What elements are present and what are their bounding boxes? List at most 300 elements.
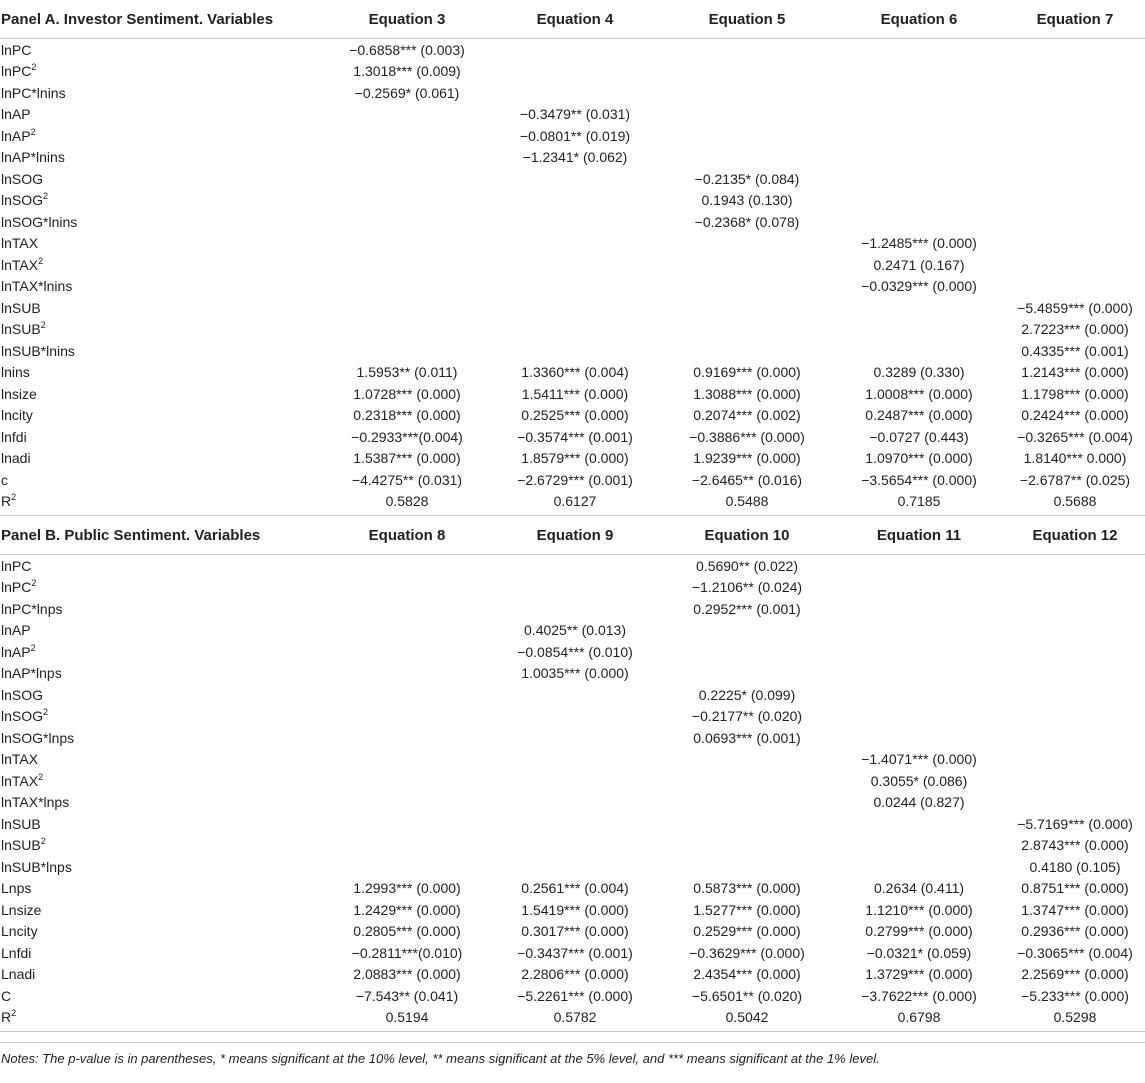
variable-superscript: 2 [11, 492, 17, 503]
coefficient-cell: −0.3886*** (0.000) [689, 428, 805, 445]
coefficient-cell: −5.233*** (0.000) [1021, 987, 1129, 1004]
variable-name: lnTAX [1, 772, 39, 789]
table-row [0, 899, 1145, 921]
coefficient-cell [661, 813, 833, 835]
panel-b-body [0, 516, 1145, 1032]
coefficient-cell: 1.2143*** (0.000) [1021, 364, 1129, 381]
coefficient-cell [325, 168, 489, 190]
coefficient-cell: 0.3017*** (0.000) [521, 923, 629, 940]
coefficient-cell: −0.6858*** (0.003) [349, 41, 465, 58]
coefficient-cell: 0.0693*** (0.001) [693, 729, 801, 746]
coefficient-cell: 0.2936*** (0.000) [1021, 923, 1129, 940]
panel-a-title: Panel A. Investor Sentiment. Variables [0, 0, 325, 39]
table-row [0, 706, 1145, 728]
coefficient-cell: 0.4025** (0.013) [524, 622, 626, 639]
variable-superscript: 2 [43, 191, 49, 202]
coefficient-cell [1005, 168, 1145, 190]
coefficient-cell: −1.4071*** (0.000) [861, 751, 977, 768]
table-row [0, 684, 1145, 706]
variable-label [0, 577, 325, 599]
coefficient-cell [833, 598, 1005, 620]
coefficient-cell [325, 856, 489, 878]
table-row [0, 749, 1145, 771]
variable-name: lnfdi [1, 428, 27, 445]
table-row [0, 39, 1145, 61]
coefficient-cell [489, 233, 661, 255]
coefficient-cell [1005, 770, 1145, 792]
variable-name: lnTAX*lnps [1, 794, 70, 811]
coefficient-cell [833, 620, 1005, 642]
coefficient-cell [325, 297, 489, 319]
table-row [0, 190, 1145, 212]
variable-name: lnAP*lnps [1, 665, 62, 682]
coefficient-cell [325, 684, 489, 706]
coefficient-cell [489, 727, 661, 749]
coefficient-cell [1005, 598, 1145, 620]
coefficient-cell [325, 340, 489, 362]
coefficient-cell [661, 620, 833, 642]
table-row [0, 340, 1145, 362]
coefficient-cell [325, 749, 489, 771]
table-row [0, 770, 1145, 792]
table-row [0, 813, 1145, 835]
variable-name: lnSOG [1, 170, 44, 187]
coefficient-cell: 0.9169*** (0.000) [693, 364, 801, 381]
coefficient-cell: 0.2074*** (0.002) [693, 407, 801, 424]
coefficient-cell: −2.6787** (0.025) [1019, 471, 1131, 488]
variable-label [0, 319, 325, 341]
coefficient-cell [833, 211, 1005, 233]
variable-name: c [1, 471, 8, 488]
coefficient-cell: 1.2993*** (0.000) [353, 880, 461, 897]
coefficient-cell: −0.3629*** (0.000) [689, 944, 805, 961]
variable-label [0, 792, 325, 814]
panel-a-equation-header: Equation 4 [489, 0, 661, 39]
variable-label [0, 147, 325, 169]
coefficient-cell [661, 254, 833, 276]
variable-superscript: 2 [40, 320, 46, 331]
coefficient-cell: 0.4335*** (0.001) [1021, 342, 1129, 359]
variable-label [0, 211, 325, 233]
variable-name: lnTAX [1, 235, 39, 252]
coefficient-cell [1005, 555, 1145, 577]
coefficient-cell: −0.3437*** (0.001) [517, 944, 633, 961]
variable-superscript: 2 [38, 771, 44, 782]
coefficient-cell: 2.2569*** (0.000) [1021, 966, 1129, 983]
coefficient-cell: −0.0801** (0.019) [519, 127, 631, 144]
coefficient-cell [1005, 727, 1145, 749]
coefficient-cell: 1.0970*** (0.000) [865, 450, 973, 467]
coefficient-cell [1005, 749, 1145, 771]
coefficient-cell [661, 276, 833, 298]
coefficient-cell: 1.3360*** (0.004) [521, 364, 629, 381]
variable-label [0, 233, 325, 255]
coefficient-cell: 0.5298 [1005, 1007, 1145, 1032]
coefficient-cell [325, 813, 489, 835]
coefficient-cell [325, 125, 489, 147]
variable-name: lnSUB*lnps [1, 858, 72, 875]
coefficient-cell: 1.0728*** (0.000) [353, 385, 461, 402]
coefficient-cell [833, 39, 1005, 61]
coefficient-cell [1005, 104, 1145, 126]
variable-label [0, 985, 325, 1007]
coefficient-cell [661, 340, 833, 362]
variable-label [0, 448, 325, 470]
coefficient-cell [833, 856, 1005, 878]
variable-name: Lnadi [1, 966, 36, 983]
coefficient-cell [661, 104, 833, 126]
coefficient-cell [489, 211, 661, 233]
coefficient-cell [325, 620, 489, 642]
coefficient-cell: 2.2806*** (0.000) [521, 966, 629, 983]
coefficient-cell: −0.2135* (0.084) [694, 170, 800, 187]
coefficient-cell: 2.7223*** (0.000) [1021, 321, 1129, 338]
coefficient-cell: 0.0244 (0.827) [873, 794, 965, 811]
coefficient-cell: −3.5654*** (0.000) [861, 471, 977, 488]
variable-label [0, 620, 325, 642]
variable-superscript: 2 [31, 62, 37, 73]
coefficient-cell: 1.3747*** (0.000) [1021, 901, 1129, 918]
variable-label [0, 82, 325, 104]
table-row [0, 383, 1145, 405]
table-row [0, 448, 1145, 470]
coefficient-cell: 0.5488 [661, 491, 833, 516]
coefficient-cell: −3.7622*** (0.000) [861, 987, 977, 1004]
variable-name: Lncity [1, 923, 38, 940]
coefficient-cell: 0.6127 [489, 491, 661, 516]
table-row [0, 964, 1145, 986]
coefficient-cell [325, 233, 489, 255]
variable-label [0, 727, 325, 749]
panel-b-equation-header: Equation 8 [325, 516, 489, 555]
coefficient-cell [489, 39, 661, 61]
coefficient-cell: 0.5042 [661, 1007, 833, 1032]
variable-name: lnSOG [1, 192, 44, 209]
table-row [0, 663, 1145, 685]
variable-label [0, 813, 325, 835]
coefficient-cell: 0.5873*** (0.000) [693, 880, 801, 897]
coefficient-cell [325, 598, 489, 620]
coefficient-cell [661, 297, 833, 319]
coefficient-cell [1005, 792, 1145, 814]
variable-label [0, 362, 325, 384]
panel-a-equation-header: Equation 7 [1005, 0, 1145, 39]
coefficient-cell [489, 792, 661, 814]
coefficient-cell [1005, 684, 1145, 706]
variable-label [0, 39, 325, 61]
variable-label [0, 125, 325, 147]
coefficient-cell: −0.0329*** (0.000) [861, 278, 977, 295]
variable-name: lnPC*lnps [1, 600, 63, 617]
coefficient-cell [833, 641, 1005, 663]
coefficient-cell: 1.3018*** (0.009) [353, 63, 461, 80]
coefficient-cell [489, 749, 661, 771]
table-row [0, 211, 1145, 233]
variable-label [0, 835, 325, 857]
table-row [0, 61, 1145, 83]
coefficient-cell [833, 577, 1005, 599]
variable-name: lnAP*lnins [1, 149, 65, 166]
coefficient-cell [325, 770, 489, 792]
coefficient-cell [833, 813, 1005, 835]
coefficient-cell: 0.5688 [1005, 491, 1145, 516]
coefficient-cell: 0.3055* (0.086) [870, 772, 968, 789]
coefficient-cell: 1.8579*** (0.000) [521, 450, 629, 467]
variable-label [0, 405, 325, 427]
coefficient-cell: 0.2952*** (0.001) [693, 600, 801, 617]
coefficient-cell [1005, 254, 1145, 276]
coefficient-cell [489, 319, 661, 341]
variable-name: lnSUB [1, 815, 41, 832]
table-row [0, 641, 1145, 663]
variable-label [0, 340, 325, 362]
coefficient-cell: 1.5387*** (0.000) [353, 450, 461, 467]
coefficient-cell: 0.1943 (0.130) [701, 192, 793, 209]
table-row [0, 1007, 1145, 1032]
coefficient-cell: 2.0883*** (0.000) [353, 966, 461, 983]
coefficient-cell [833, 104, 1005, 126]
coefficient-cell: 1.1210*** (0.000) [865, 901, 973, 918]
variable-name: lnSUB*lnins [1, 342, 75, 359]
coefficient-cell [833, 835, 1005, 857]
variable-label [0, 749, 325, 771]
variable-label [0, 964, 325, 986]
coefficient-cell [325, 641, 489, 663]
variable-label [0, 168, 325, 190]
coefficient-cell [325, 147, 489, 169]
table-row [0, 104, 1145, 126]
coefficient-cell [661, 792, 833, 814]
coefficient-cell: 2.8743*** (0.000) [1021, 837, 1129, 854]
table-row [0, 405, 1145, 427]
coefficient-cell [833, 297, 1005, 319]
coefficient-cell [661, 39, 833, 61]
coefficient-cell [661, 749, 833, 771]
coefficient-cell [325, 663, 489, 685]
coefficient-cell: 1.5411*** (0.000) [521, 385, 629, 402]
table-row [0, 921, 1145, 943]
coefficient-cell [489, 770, 661, 792]
variable-name: R [1, 493, 12, 510]
variable-label [0, 921, 325, 943]
coefficient-cell [489, 813, 661, 835]
variable-name: lnSUB [1, 837, 41, 854]
variable-superscript: 2 [40, 836, 46, 847]
variable-label [0, 770, 325, 792]
variable-name: lnPC [1, 579, 32, 596]
coefficient-cell: 0.7185 [833, 491, 1005, 516]
coefficient-cell [833, 125, 1005, 147]
coefficient-cell: 0.2799*** (0.000) [865, 923, 973, 940]
panel-a-equation-header: Equation 6 [833, 0, 1005, 39]
variable-label [0, 254, 325, 276]
table-row [0, 319, 1145, 341]
coefficient-cell [325, 211, 489, 233]
variable-label [0, 706, 325, 728]
coefficient-cell: 1.0008*** (0.000) [865, 385, 973, 402]
variable-name: Lnfdi [1, 944, 32, 961]
coefficient-cell [489, 297, 661, 319]
variable-name: lnSUB [1, 299, 41, 316]
variable-name: lnPC [1, 63, 32, 80]
coefficient-cell: 0.8751*** (0.000) [1021, 880, 1129, 897]
table-row [0, 620, 1145, 642]
variable-label [0, 684, 325, 706]
variable-label [0, 383, 325, 405]
variable-name: lnsize [1, 385, 37, 402]
coefficient-cell: 1.8140*** 0.000) [1023, 450, 1127, 467]
variable-label [0, 426, 325, 448]
panel-a-equation-header: Equation 3 [325, 0, 489, 39]
coefficient-cell: −5.2261*** (0.000) [517, 987, 633, 1004]
coefficient-cell: −7.543** (0.041) [355, 987, 459, 1004]
coefficient-cell [489, 598, 661, 620]
coefficient-cell: 0.5828 [325, 491, 489, 516]
variable-name: lnAP [1, 622, 31, 639]
table-row [0, 727, 1145, 749]
table-row [0, 491, 1145, 516]
variable-name: lnadi [1, 450, 31, 467]
coefficient-cell: −5.7169*** (0.000) [1017, 815, 1133, 832]
table-row [0, 577, 1145, 599]
coefficient-cell [661, 233, 833, 255]
variable-name: lnAP [1, 127, 31, 144]
coefficient-cell: −2.6729*** (0.001) [517, 471, 633, 488]
coefficient-cell: 0.2529*** (0.000) [693, 923, 801, 940]
coefficient-cell [661, 61, 833, 83]
coefficient-cell: 0.5782 [489, 1007, 661, 1032]
table-row [0, 835, 1145, 857]
coefficient-cell [489, 555, 661, 577]
table-row [0, 168, 1145, 190]
coefficient-cell [661, 319, 833, 341]
coefficient-cell: 1.9239*** (0.000) [693, 450, 801, 467]
table-row [0, 82, 1145, 104]
table-row [0, 276, 1145, 298]
variable-name: lnSOG*lnins [1, 213, 78, 230]
coefficient-cell [1005, 211, 1145, 233]
panel-b-equation-header: Equation 10 [661, 516, 833, 555]
variable-label [0, 61, 325, 83]
variable-name: lnPC [1, 41, 32, 58]
coefficient-cell: −0.2933***(0.004) [351, 428, 463, 445]
variable-label [0, 190, 325, 212]
coefficient-cell [661, 770, 833, 792]
coefficient-cell: 1.3729*** (0.000) [865, 966, 973, 983]
coefficient-cell: 1.3088*** (0.000) [693, 385, 801, 402]
panel-b-equation-header: Equation 12 [1005, 516, 1145, 555]
coefficient-cell [833, 147, 1005, 169]
variable-label [0, 641, 325, 663]
coefficient-cell [489, 61, 661, 83]
table-row [0, 426, 1145, 448]
variable-superscript: 2 [31, 578, 37, 589]
coefficient-cell: −1.2106** (0.024) [691, 579, 803, 596]
variable-name: lnins [1, 364, 30, 381]
coefficient-cell: 0.4180 (0.105) [1029, 858, 1121, 875]
coefficient-cell [1005, 147, 1145, 169]
coefficient-cell [833, 555, 1005, 577]
variable-label [0, 856, 325, 878]
coefficient-cell: 0.2487*** (0.000) [865, 407, 973, 424]
variable-name: lnPC [1, 557, 32, 574]
coefficient-cell: 0.2561*** (0.004) [521, 880, 629, 897]
coefficient-cell [661, 835, 833, 857]
coefficient-cell: 0.2225* (0.099) [698, 686, 796, 703]
coefficient-cell: 0.2805*** (0.000) [353, 923, 461, 940]
coefficient-cell: −1.2485*** (0.000) [861, 235, 977, 252]
coefficient-cell [325, 835, 489, 857]
coefficient-cell [1005, 39, 1145, 61]
table-row [0, 598, 1145, 620]
coefficient-cell [325, 706, 489, 728]
coefficient-cell [1005, 61, 1145, 83]
coefficient-cell [661, 125, 833, 147]
panel-b-equation-header: Equation 11 [833, 516, 1005, 555]
coefficient-cell [1005, 190, 1145, 212]
variable-name: lnSUB [1, 321, 41, 338]
table-notes: Notes: The p-value is in parentheses, * means significant at the 10% level, ** means significant at the 5% level, and *** means significant at the 1% level. [0, 1042, 1145, 1066]
coefficient-cell [325, 254, 489, 276]
coefficient-cell [1005, 276, 1145, 298]
variable-label [0, 104, 325, 126]
coefficient-cell [489, 276, 661, 298]
variable-label [0, 598, 325, 620]
variable-label [0, 276, 325, 298]
table-row [0, 147, 1145, 169]
coefficient-cell: 2.4354*** (0.000) [693, 966, 801, 983]
variable-superscript: 2 [38, 255, 44, 266]
coefficient-cell: 1.5419*** (0.000) [521, 901, 629, 918]
variable-superscript: 2 [30, 126, 36, 137]
variable-label [0, 899, 325, 921]
coefficient-cell: −5.6501** (0.020) [691, 987, 803, 1004]
variable-label [0, 469, 325, 491]
coefficient-cell: −0.2368* (0.078) [694, 213, 800, 230]
coefficient-cell [833, 663, 1005, 685]
coefficient-cell [833, 61, 1005, 83]
panel-a-body [0, 0, 1145, 516]
coefficient-cell [1005, 706, 1145, 728]
coefficient-cell: −0.3479** (0.031) [519, 106, 631, 123]
variable-name: lnPC*lnins [1, 84, 66, 101]
variable-name: Lnsize [1, 901, 42, 918]
coefficient-cell: −0.3065*** (0.004) [1017, 944, 1133, 961]
coefficient-cell: 1.5953** (0.011) [356, 364, 458, 381]
panel-b-equation-header: Equation 9 [489, 516, 661, 555]
variable-name: R [1, 1009, 12, 1026]
coefficient-cell: −0.0727 (0.443) [869, 428, 969, 445]
coefficient-cell: 1.1798*** (0.000) [1021, 385, 1129, 402]
variable-name: C [1, 987, 12, 1004]
coefficient-cell [833, 190, 1005, 212]
coefficient-cell [1005, 663, 1145, 685]
coefficient-cell: 0.5194 [325, 1007, 489, 1032]
variable-label [0, 878, 325, 900]
coefficient-cell [833, 684, 1005, 706]
coefficient-cell [325, 792, 489, 814]
coefficient-cell: −5.4859*** (0.000) [1017, 299, 1133, 316]
coefficient-cell: 0.6798 [833, 1007, 1005, 1032]
coefficient-cell: 0.2525*** (0.000) [521, 407, 629, 424]
variable-label [0, 1007, 325, 1032]
variable-label [0, 297, 325, 319]
coefficient-cell [1005, 577, 1145, 599]
coefficient-cell: 0.5690** (0.022) [696, 557, 798, 574]
coefficient-cell: −0.3574*** (0.001) [517, 428, 633, 445]
variable-name: lnSOG*lnps [1, 729, 75, 746]
coefficient-cell [833, 727, 1005, 749]
